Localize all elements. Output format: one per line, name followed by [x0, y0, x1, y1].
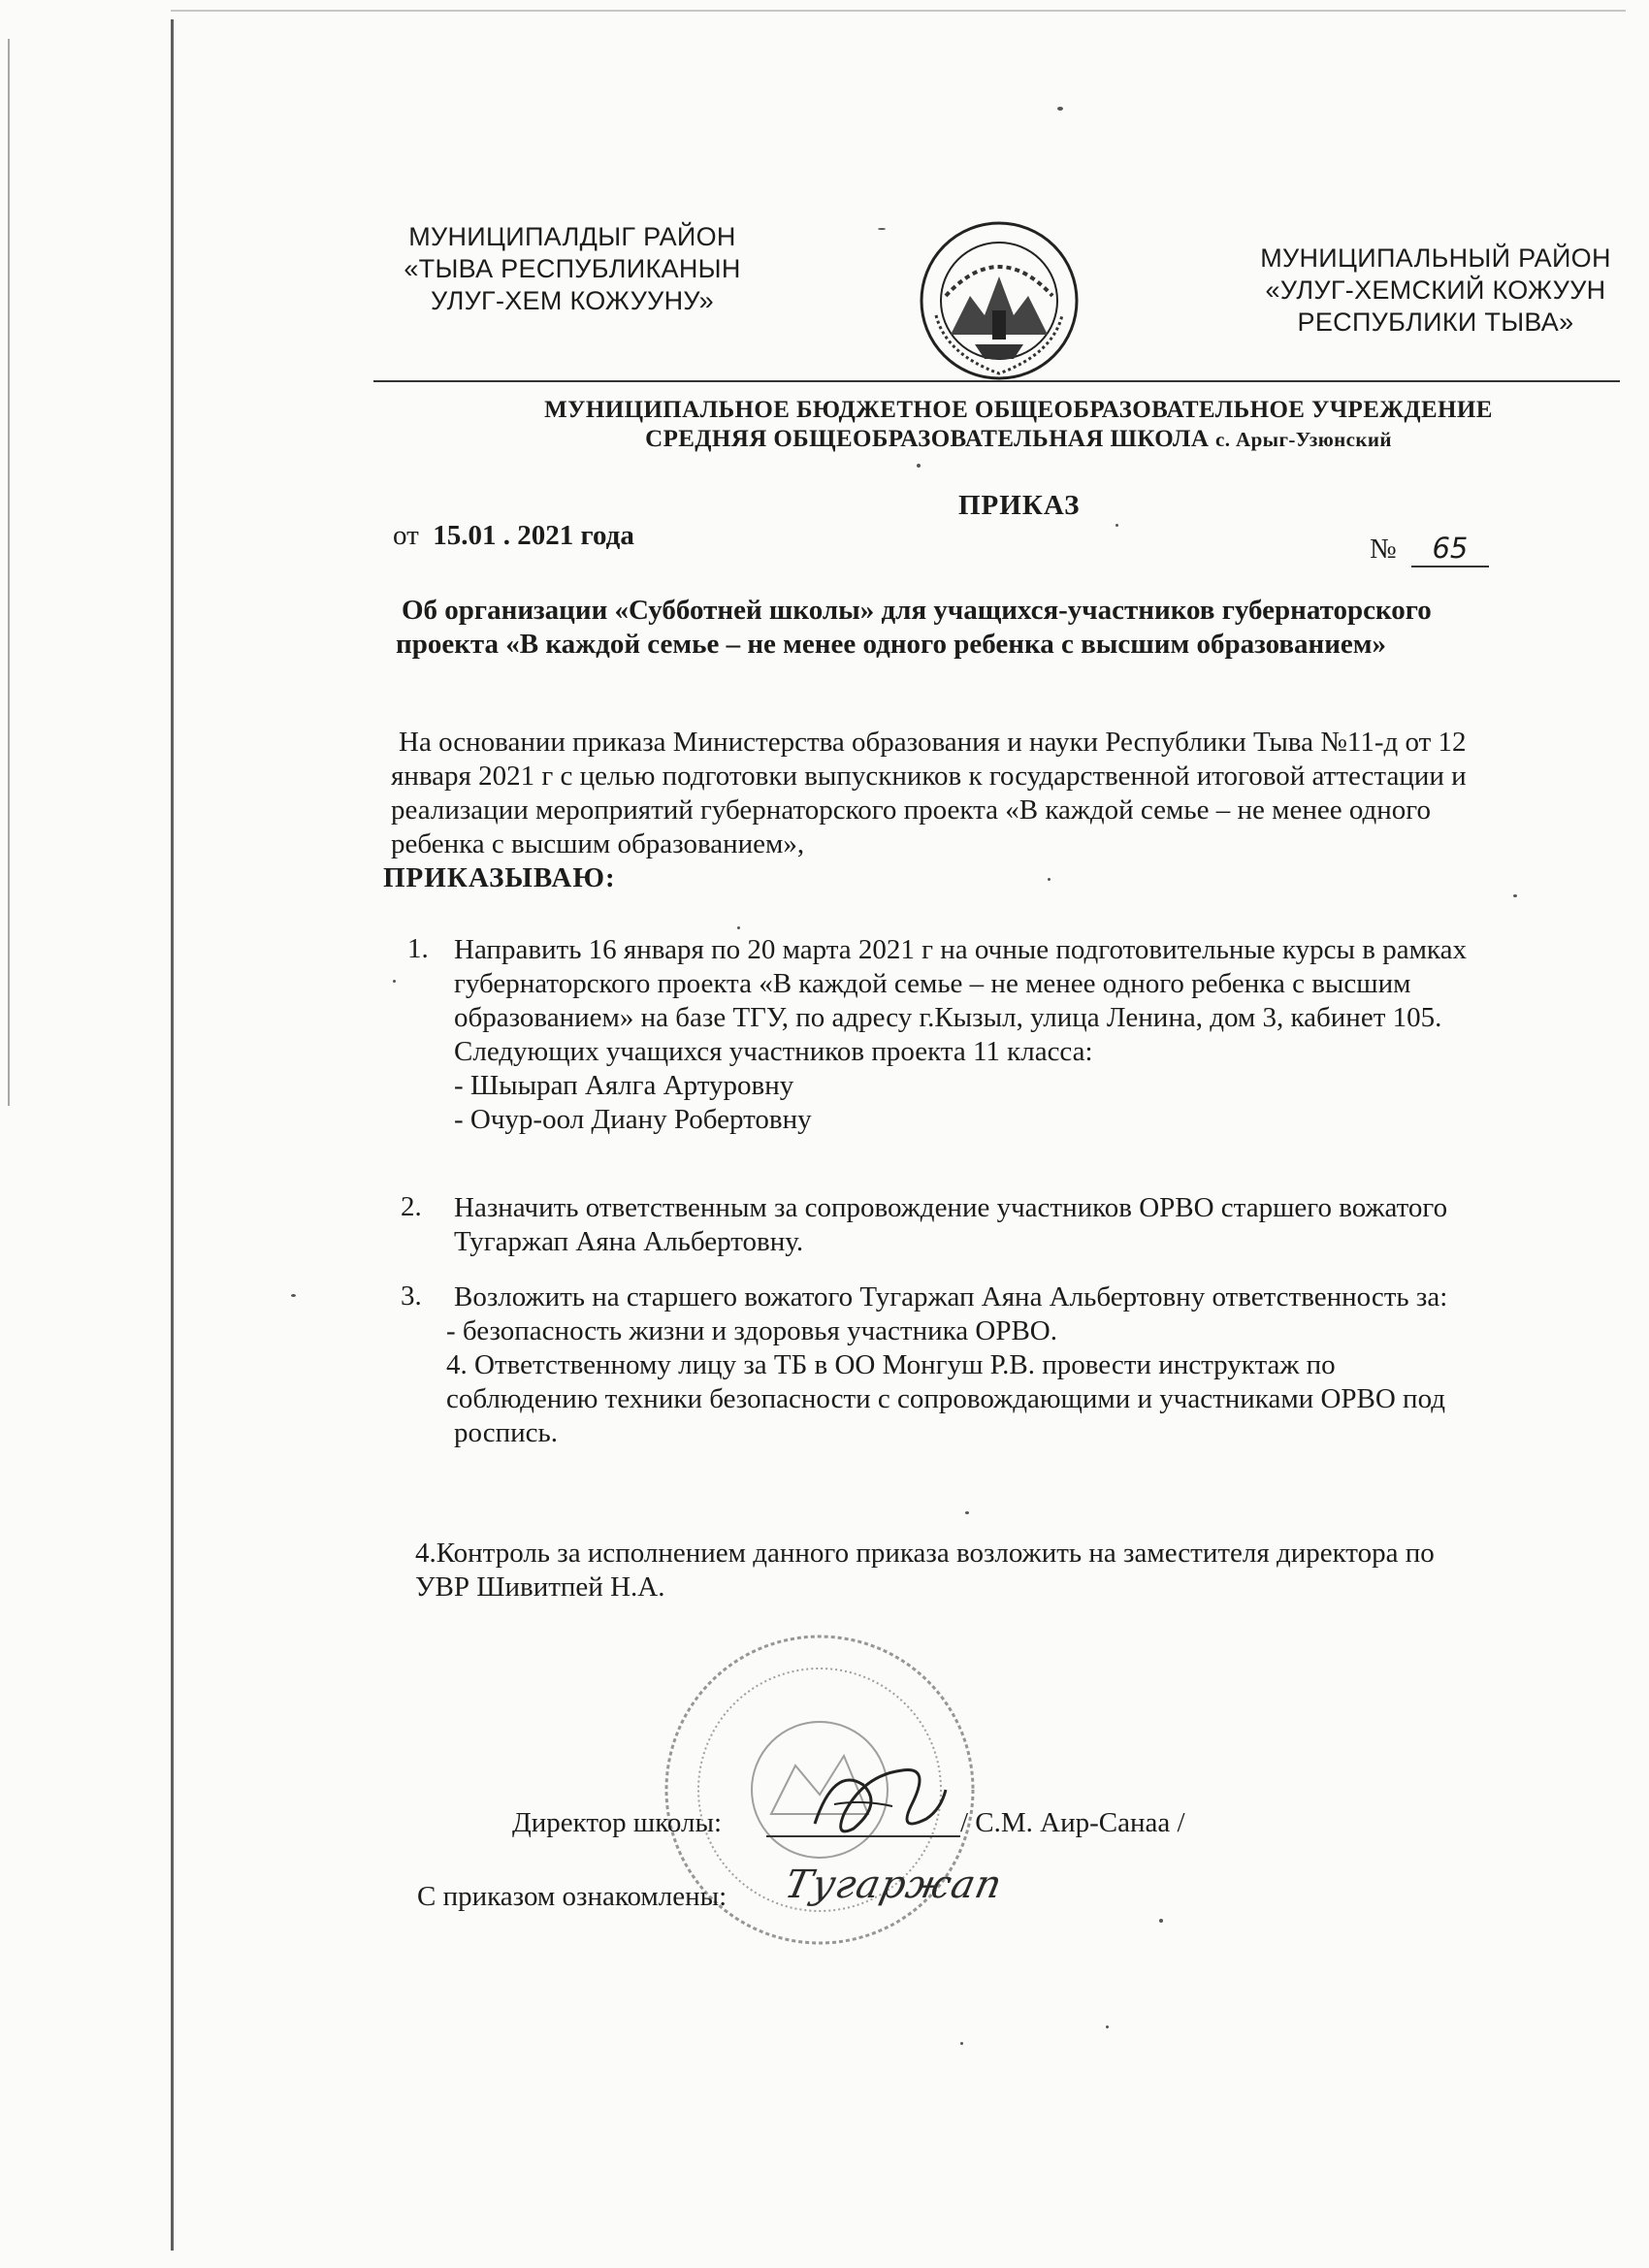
acknowledgement-signature: Тугаржап — [781, 1863, 1007, 1907]
scan-speck — [393, 980, 396, 983]
number-value: 65 — [1411, 532, 1489, 567]
preamble-line: На основании приказа Министерства образования и науки Республики Тыва №11-д от 12 — [399, 727, 1467, 758]
coat-of-arms-emblem — [917, 218, 1082, 383]
scan-speck — [1048, 878, 1051, 881]
preamble-line: января 2021 г с целью подготовки выпускников к государственной итоговой аттестации и — [391, 761, 1467, 792]
scan-speck — [291, 1294, 296, 1297]
organization-name — [524, 396, 1513, 454]
item-line: образованием» на базе ТГУ, по адресу г.Кызыл, улица Ленина, дом 3, кабинет 105. — [454, 1002, 1442, 1033]
director-signature — [795, 1746, 960, 1853]
header-left — [369, 221, 776, 317]
scan-speck — [960, 2042, 963, 2045]
scan-speck — [917, 464, 921, 468]
scan-speck — [1116, 524, 1118, 527]
preamble-line: реализации мероприятий губернаторского проекта «В каждой семье – не менее одного — [391, 794, 1431, 826]
header-right — [1251, 243, 1620, 339]
scan-speck — [878, 228, 886, 230]
control-line: 4.Контроль за исполнением данного приказа возложить на заместителя директора по — [415, 1538, 1435, 1569]
scan-speck — [1159, 1919, 1163, 1923]
item-number: 1. — [407, 933, 429, 964]
director-name: / С.М. Аир-Санаа / — [960, 1807, 1185, 1838]
date-prefix: от — [393, 520, 419, 551]
item-line: Возложить на старшего вожатого Тугаржап Аяна Альбертовну ответственность за: — [454, 1281, 1448, 1312]
control-paragraph — [415, 1537, 1435, 1604]
item-number: 3. — [401, 1280, 422, 1312]
organization-village: с. Арыг-Узюнский — [1214, 428, 1392, 451]
organization-line: МУНИЦИПАЛЬНОЕ БЮДЖЕТНОЕ ОБЩЕОБРАЗОВАТЕЛЬНОЕ УЧРЕЖДЕНИЕ — [544, 397, 1493, 423]
header-right-line: «УЛУГ-ХЕМСКИЙ КОЖУУН — [1265, 275, 1606, 305]
header-right-line: РЕСПУБЛИКИ ТЫВА» — [1297, 308, 1574, 337]
item-line: - безопасность жизни и здоровья участника ОРВО. — [446, 1315, 1057, 1346]
scan-speck — [1106, 2025, 1109, 2028]
scan-speck — [1057, 107, 1063, 111]
page-title: ПРИКАЗ — [958, 490, 1081, 521]
order-subject — [396, 594, 1432, 662]
item-line: губернаторского проекта «В каждой семье – не менее одного ребенка с высшим — [454, 968, 1411, 999]
header-left-line: УЛУГ-ХЕМ КОЖУУНУ» — [431, 286, 714, 315]
list-item — [454, 1191, 1447, 1259]
date-value: 15.01 . 2021 года — [433, 520, 634, 551]
item-line: Назначить ответственным за сопровождение участников ОРВО старшего вожатого — [454, 1192, 1448, 1223]
header-left-line: «ТЫВА РЕСПУБЛИКАНЫН — [404, 254, 741, 283]
item-line: 4. Ответственному лицу за ТБ в ОО Монгуш Р.В. провести инструктаж по — [446, 1349, 1336, 1380]
student-line: - Шыырап Аялга Артуровну — [454, 1070, 794, 1101]
preamble-line: ребенка с высшим образованием», — [391, 828, 805, 859]
list-item — [446, 1280, 1448, 1450]
order-date — [393, 519, 634, 553]
scan-edge-line — [171, 19, 174, 2251]
list-item — [454, 933, 1467, 1137]
header-right-line: МУНИЦИПАЛЬНЫЙ РАЙОН — [1260, 243, 1611, 273]
order-number — [1370, 532, 1489, 567]
item-line: Направить 16 января по 20 марта 2021 г на очные подготовительные курсы в рамках — [454, 934, 1467, 965]
item-line: роспись. — [454, 1417, 558, 1448]
acknowledgement-label: С приказом ознакомлены: — [417, 1881, 728, 1912]
control-line: УВР Шивитпей Н.А. — [415, 1571, 665, 1603]
scan-speck — [965, 1511, 969, 1514]
preamble — [391, 726, 1467, 861]
scan-speck — [737, 926, 740, 929]
header-divider — [373, 380, 1620, 382]
subject-line: проекта «В каждой семье – не менее одного ребенка с высшим образованием» — [396, 629, 1387, 660]
director-label: Директор школы: — [512, 1807, 722, 1838]
organization-line: СРЕДНЯЯ ОБЩЕОБРАЗОВАТЕЛЬНАЯ ШКОЛА — [645, 426, 1210, 452]
item-line: Следующих учащихся участников проекта 11 класса: — [454, 1036, 1093, 1067]
scan-top-line — [171, 10, 1626, 12]
student-line: - Очур-оол Диану Робертовну — [454, 1104, 812, 1135]
scan-edge-line — [8, 39, 10, 1106]
item-line: соблюдению техники безопасности с сопровождающими и участниками ОРВО под — [446, 1383, 1445, 1414]
subject-line: Об организации «Субботней школы» для учащихся-участников губернаторского — [402, 595, 1432, 626]
order-word: ПРИКАЗЫВАЮ: — [383, 862, 616, 893]
number-label: № — [1370, 534, 1397, 565]
scan-speck — [1513, 894, 1517, 897]
item-line: Тугаржап Аяна Альбертовну. — [454, 1226, 804, 1257]
header-left-line: МУНИЦИПАЛДЫГ РАЙОН — [408, 222, 736, 251]
item-number: 2. — [401, 1191, 422, 1222]
